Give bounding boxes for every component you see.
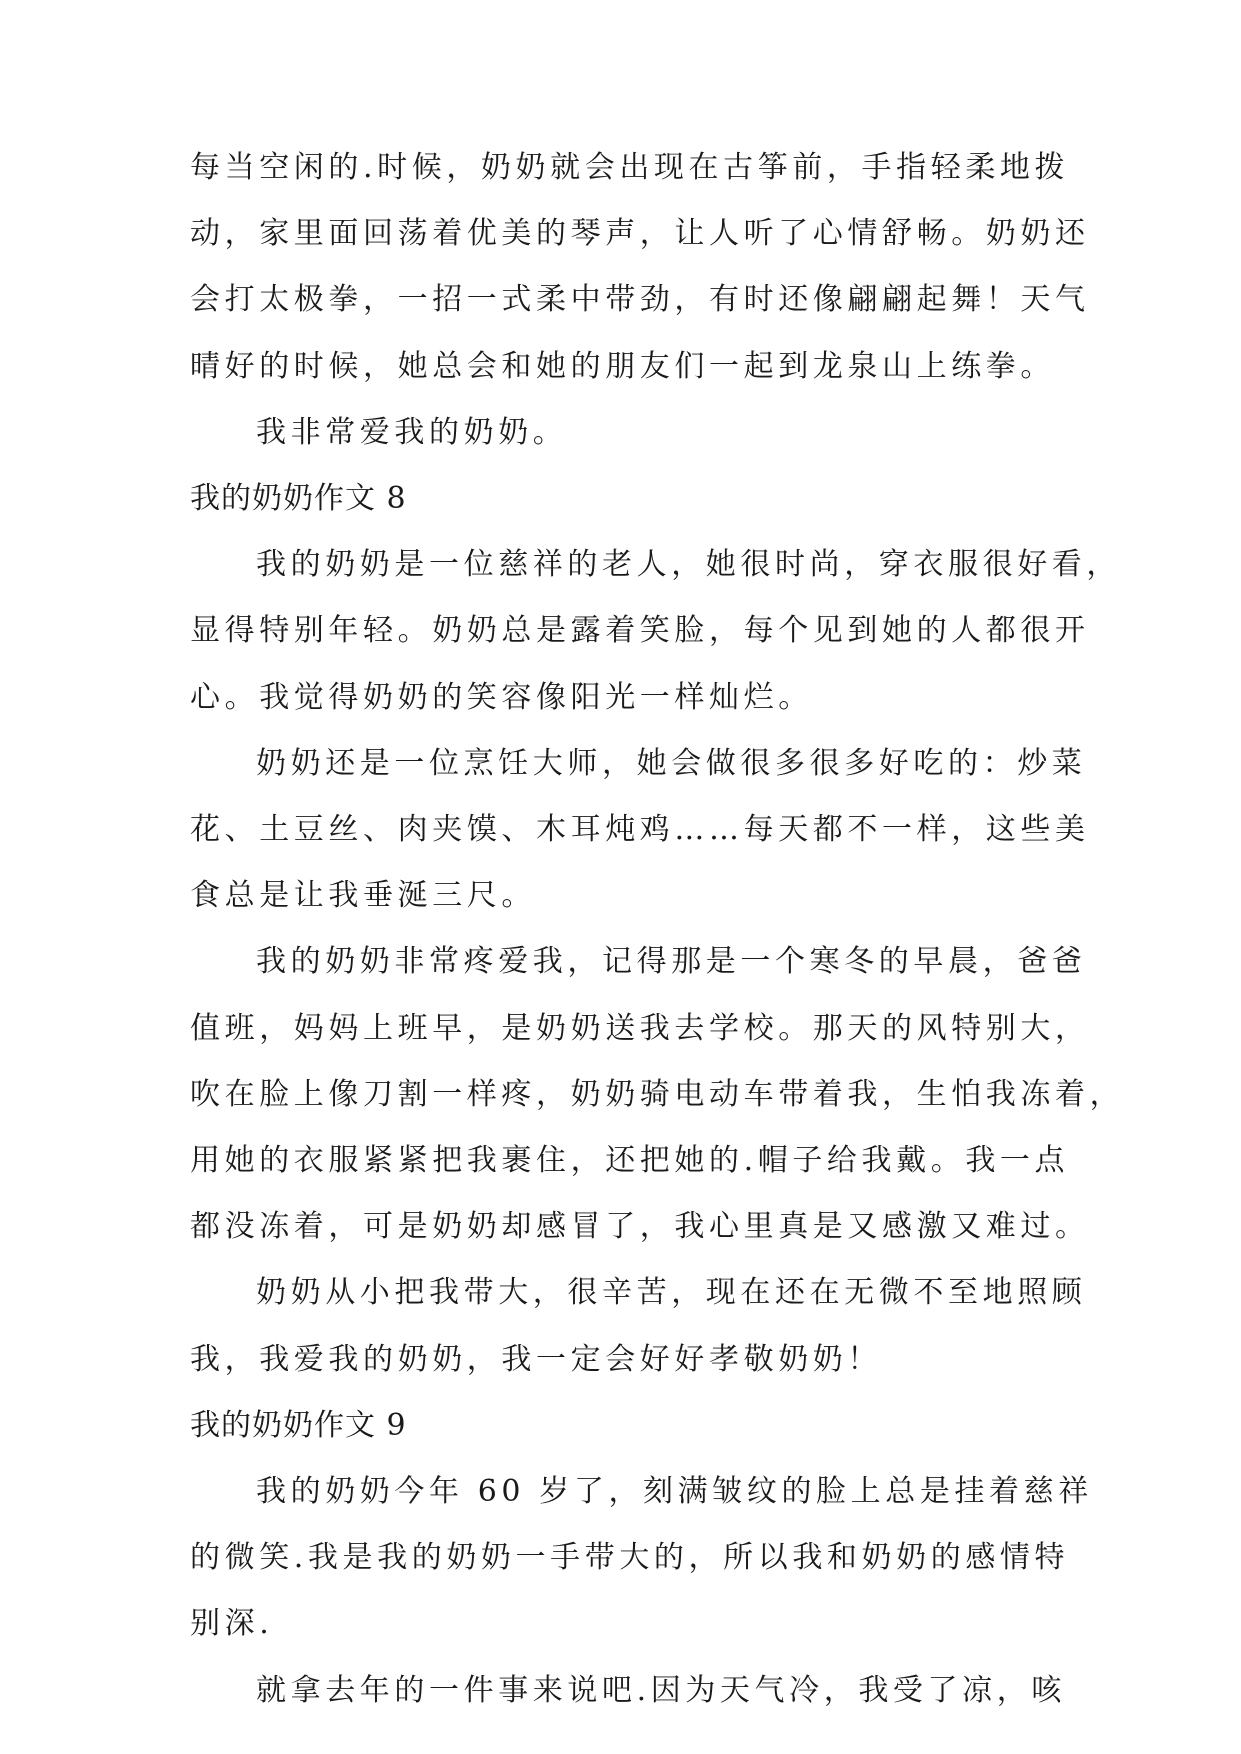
- body-text-line: 会打太极拳，一招一式柔中带劲，有时还像翩翩起舞！天气: [190, 282, 1090, 317]
- body-text-line: 值班，妈妈上班早，是奶奶送我去学校。那天的风特别大，: [190, 1011, 1090, 1046]
- body-text-line: 我非常爱我的奶奶。: [256, 415, 568, 450]
- body-text-line: 显得特别年轻。奶奶总是露着笑脸，每个见到她的人都很开: [190, 613, 1090, 648]
- body-text-line: 就拿去年的一件事来说吧.因为天气冷，我受了凉，咳: [256, 1673, 1066, 1708]
- body-text-line: 我的奶奶今年 60 岁了，刻满皱纹的脸上总是挂着慈祥: [256, 1474, 1093, 1509]
- body-text-line: 花、土豆丝、肉夹馍、木耳炖鸡……每天都不一样，这些美: [190, 812, 1090, 847]
- body-text-line: 我，我爱我的奶奶，我一定会好好孝敬奶奶！: [190, 1342, 882, 1377]
- body-text-line: 心。我觉得奶奶的笑容像阳光一样灿烂。: [190, 680, 813, 715]
- body-text-line: 食总是让我垂涎三尺。: [190, 878, 536, 913]
- body-text-line: 的微笑.我是我的奶奶一手带大的，所以我和奶奶的感情特: [190, 1540, 1070, 1575]
- body-text-line: 奶奶还是一位烹饪大师，她会做很多很多好吃的：炒菜: [256, 746, 1087, 781]
- body-text-line: 奶奶从小把我带大，很辛苦，现在还在无微不至地照顾: [256, 1275, 1087, 1310]
- body-text-line: 我的奶奶非常疼爱我，记得那是一个寒冬的早晨，爸爸: [256, 944, 1087, 979]
- section-heading: 我的奶奶作文 8: [190, 481, 407, 516]
- body-text-line: 别深.: [190, 1606, 274, 1641]
- body-text-line: 晴好的时候，她总会和她的朋友们一起到龙泉山上练拳。: [190, 349, 1055, 384]
- body-text-line: 我的奶奶是一位慈祥的老人，她很时尚，穿衣服很好看，: [256, 547, 1121, 582]
- body-text-line: 吹在脸上像刀割一样疼，奶奶骑电动车带着我，生怕我冻着，: [190, 1077, 1125, 1112]
- body-text-line: 动，家里面回荡着优美的琴声，让人听了心情舒畅。奶奶还: [190, 216, 1090, 251]
- section-heading: 我的奶奶作文 9: [190, 1408, 407, 1443]
- body-text-line: 都没冻着，可是奶奶却感冒了，我心里真是又感激又难过。: [190, 1209, 1090, 1244]
- body-text-line: 用她的衣服紧紧把我裹住，还把她的.帽子给我戴。我一点: [190, 1143, 1070, 1178]
- body-text-line: 每当空闲的.时候，奶奶就会出现在古筝前，手指轻柔地拨: [190, 150, 1070, 185]
